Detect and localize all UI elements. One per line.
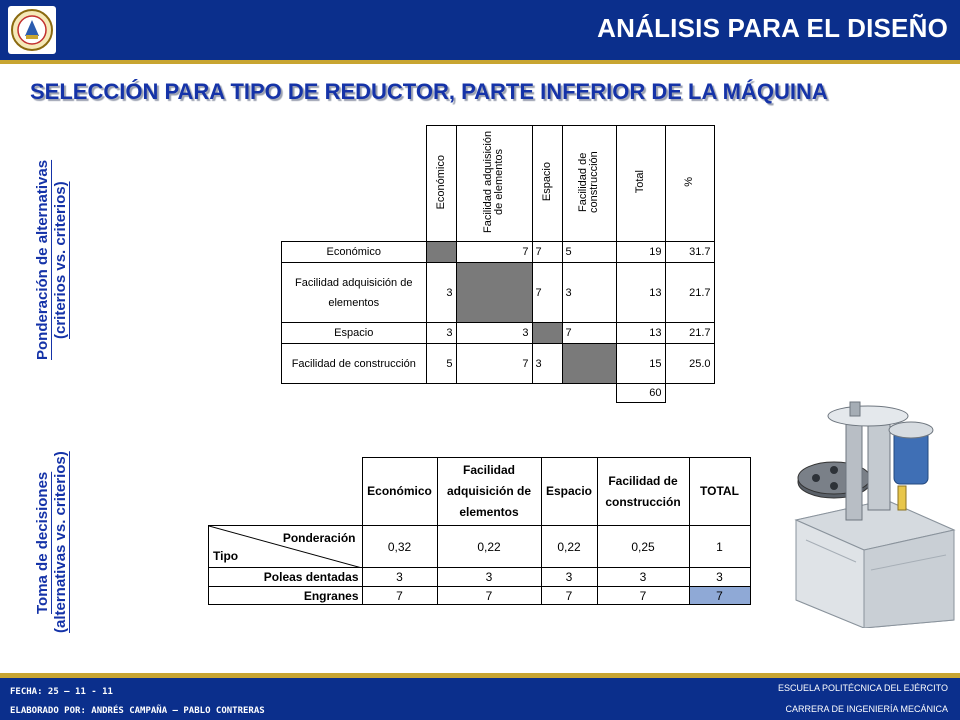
slide-title: ANÁLISIS PARA EL DISEÑO	[597, 13, 948, 43]
t1-cell: 3	[426, 323, 456, 344]
decision-table	[208, 457, 751, 605]
t2-cell: 7	[362, 587, 437, 605]
t2-header: Espacio	[541, 458, 597, 526]
t2-cell: 3	[362, 568, 437, 587]
table-row	[282, 263, 715, 323]
machine-render-image	[776, 400, 960, 628]
t2-highlight-cell: 7	[689, 587, 750, 605]
t1-total-cell: 13	[616, 263, 665, 323]
t1-cell: 7	[456, 344, 532, 384]
t2-cell: 3	[597, 568, 689, 587]
t1-header: Facilidad adquisición de elementos	[456, 126, 532, 242]
t2-header: Facilidad de construcción	[597, 458, 689, 526]
university-seal-logo	[8, 6, 56, 54]
table-row	[282, 323, 715, 344]
t1-row-label: Facilidad de construcción	[282, 344, 427, 384]
t1-cell: 5	[562, 242, 616, 263]
t1-diagonal-cell	[426, 242, 456, 263]
t2-cell: 7	[597, 587, 689, 605]
t2-weight-cell: 0,32	[362, 526, 437, 568]
t2-cell: 7	[541, 587, 597, 605]
t1-diagonal-cell	[456, 263, 532, 323]
section-label-decision	[34, 440, 70, 645]
t1-row-label: Facilidad adquisición de elementos	[282, 263, 427, 323]
t1-total-cell: 13	[616, 323, 665, 344]
t2-cell: 7	[437, 587, 541, 605]
t2-weight-cell: 1	[689, 526, 750, 568]
section-label-weighting-line2: (criterios vs. criterios)	[52, 181, 69, 339]
t2-corner-bottom: Tipo	[213, 549, 239, 563]
section-subtitle: SELECCIÓN PARA TIPO DE REDUCTOR, PARTE INFERIOR DE LA MÁQUINA	[30, 79, 828, 104]
t1-grand-total: 60	[616, 384, 665, 403]
t1-header: Económico	[426, 126, 456, 242]
section-label-decision-line2: (alternativas vs. criterios)	[52, 451, 69, 634]
table-row	[282, 344, 715, 384]
t2-header: Facilidad adquisición de elementos	[437, 458, 541, 526]
t1-cell: 7	[532, 263, 562, 323]
t1-row-label: Económico	[282, 242, 427, 263]
footer-author: ELABORADO POR: ANDRÉS CAMPAÑA – PABLO CONTRERAS	[10, 706, 265, 716]
t1-pct-cell: 21.7	[665, 263, 714, 323]
footer-school: ESCUELA POLITÉCNICA DEL EJÉRCITO	[777, 683, 948, 693]
t2-header: TOTAL	[689, 458, 750, 526]
t1-cell: 3	[562, 263, 616, 323]
t2-corner-top: Ponderación	[282, 531, 356, 545]
t2-row-label: Engranes	[209, 587, 363, 605]
header-divider	[0, 60, 960, 64]
t2-cell: 3	[541, 568, 597, 587]
t1-cell: 7	[532, 242, 562, 263]
section-label-weighting	[34, 140, 70, 380]
t2-row-label: Poleas dentadas	[209, 568, 363, 587]
t1-total-cell: 15	[616, 344, 665, 384]
t1-cell: 3	[426, 263, 456, 323]
t1-cell: 3	[532, 344, 562, 384]
footer-date: FECHA: 25 – 11 - 11	[10, 687, 113, 697]
t1-cell: 7	[456, 242, 532, 263]
t1-header: Total	[616, 126, 665, 242]
table-row	[209, 526, 751, 568]
t1-diagonal-cell	[562, 344, 616, 384]
t1-total-cell: 19	[616, 242, 665, 263]
table-row	[282, 242, 715, 263]
t2-corner-cell	[209, 526, 363, 568]
t2-cell: 3	[689, 568, 750, 587]
section-label-decision-line1: Toma de decisiones	[34, 471, 51, 614]
t1-header: %	[665, 126, 714, 242]
t2-weight-cell: 0,25	[597, 526, 689, 568]
t2-weight-cell: 0,22	[437, 526, 541, 568]
weighting-table	[281, 125, 715, 403]
t1-pct-cell: 25.0	[665, 344, 714, 384]
t1-pct-cell: 31.7	[665, 242, 714, 263]
footer-career: CARRERA DE INGENIERÍA MECÁNICA	[785, 704, 948, 714]
t2-cell: 3	[437, 568, 541, 587]
t1-cell: 7	[562, 323, 616, 344]
table-row	[209, 587, 751, 605]
table-row	[209, 568, 751, 587]
t1-diagonal-cell	[532, 323, 562, 344]
t1-header: Espacio	[532, 126, 562, 242]
t1-pct-cell: 21.7	[665, 323, 714, 344]
t2-header: Económico	[362, 458, 437, 526]
section-label-weighting-line1: Ponderación de alternativas	[34, 159, 51, 361]
t2-weight-cell: 0,22	[541, 526, 597, 568]
t1-cell: 5	[426, 344, 456, 384]
t1-cell: 3	[456, 323, 532, 344]
t1-header: Facilidad de construcción	[562, 126, 616, 242]
t1-row-label: Espacio	[282, 323, 427, 344]
